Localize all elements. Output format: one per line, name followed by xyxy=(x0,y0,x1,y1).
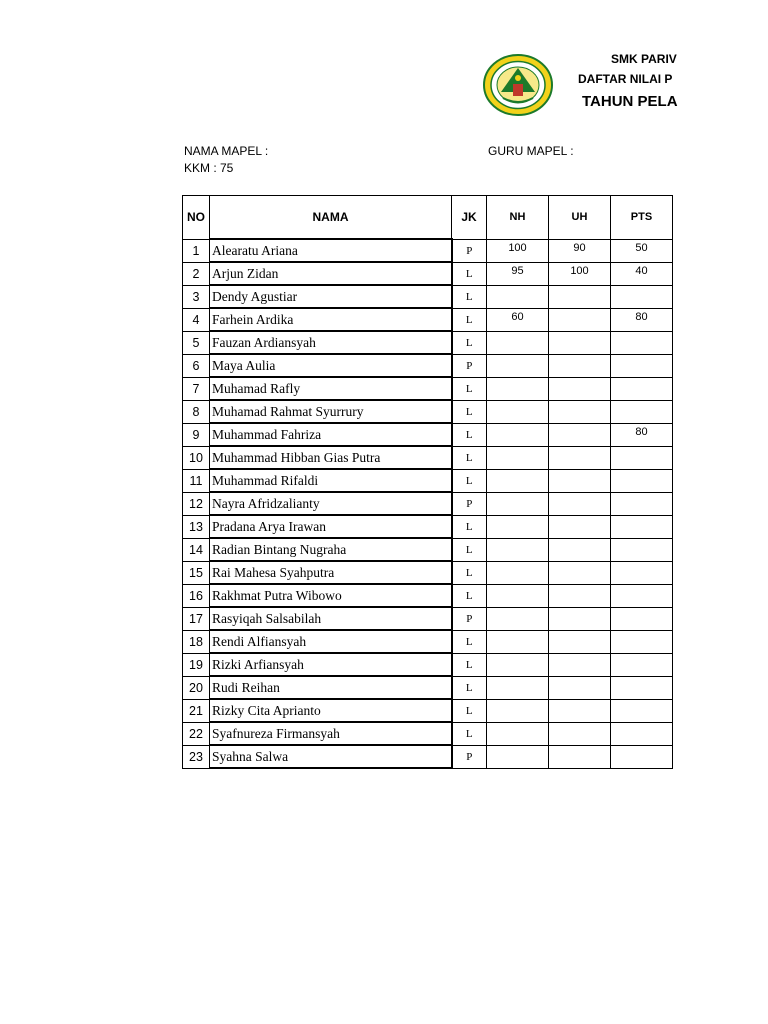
teacher-name-label: GURU MAPEL : xyxy=(488,144,574,158)
cell-uh xyxy=(549,676,611,699)
cell-jk: P xyxy=(452,354,487,377)
cell-nh xyxy=(487,423,549,446)
cell-pts xyxy=(611,699,673,722)
table-row xyxy=(183,377,673,400)
cell-uh xyxy=(549,653,611,676)
cell-uh xyxy=(549,630,611,653)
col-header-nh: NH xyxy=(487,196,549,240)
cell-nh xyxy=(487,584,549,607)
cell-no: 6 xyxy=(183,354,210,377)
col-header-no: NO xyxy=(183,196,210,240)
table-row xyxy=(183,607,673,630)
table-row xyxy=(183,423,673,446)
cell-nama: Rasyiqah Salsabilah xyxy=(210,607,452,630)
cell-nh xyxy=(487,354,549,377)
cell-no: 10 xyxy=(183,446,210,469)
cell-uh: 90 xyxy=(549,239,611,262)
cell-jk: P xyxy=(452,492,487,515)
table-row xyxy=(183,538,673,561)
cell-nh xyxy=(487,607,549,630)
table-row xyxy=(183,469,673,492)
cell-pts xyxy=(611,745,673,768)
cell-jk: L xyxy=(452,584,487,607)
cell-uh xyxy=(549,515,611,538)
cell-nh xyxy=(487,446,549,469)
cell-jk: P xyxy=(452,239,487,262)
cell-nama: Arjun Zidan xyxy=(210,262,452,285)
cell-uh xyxy=(549,722,611,745)
subject-name-label: NAMA MAPEL : xyxy=(184,144,269,158)
school-seal-logo xyxy=(483,54,553,116)
cell-pts xyxy=(611,331,673,354)
cell-nama: Maya Aulia xyxy=(210,354,452,377)
cell-nh xyxy=(487,331,549,354)
cell-nh xyxy=(487,469,549,492)
table-row xyxy=(183,584,673,607)
cell-nama: Farhein Ardika xyxy=(210,308,452,331)
cell-nama: Dendy Agustiar xyxy=(210,285,452,308)
table-row xyxy=(183,354,673,377)
cell-nama: Syafnureza Firmansyah xyxy=(210,722,452,745)
table-row xyxy=(183,331,673,354)
table-row xyxy=(183,492,673,515)
cell-pts: 80 xyxy=(611,308,673,331)
cell-pts: 50 xyxy=(611,239,673,262)
cell-nama: Rudi Reihan xyxy=(210,676,452,699)
cell-nama: Muhamad Rafly xyxy=(210,377,452,400)
table-row xyxy=(183,630,673,653)
cell-nh: 95 xyxy=(487,262,549,285)
cell-uh xyxy=(549,285,611,308)
header-school-name: SMK PARIV xyxy=(611,52,677,66)
cell-no: 15 xyxy=(183,561,210,584)
cell-uh xyxy=(549,584,611,607)
cell-nama: Nayra Afridzalianty xyxy=(210,492,452,515)
cell-nh xyxy=(487,400,549,423)
cell-nama: Muhammad Fahriza xyxy=(210,423,452,446)
cell-uh xyxy=(549,469,611,492)
cell-nama: Rendi Alfiansyah xyxy=(210,630,452,653)
cell-no: 2 xyxy=(183,262,210,285)
cell-nh xyxy=(487,699,549,722)
cell-no: 23 xyxy=(183,745,210,768)
cell-jk: L xyxy=(452,331,487,354)
table-row xyxy=(183,561,673,584)
cell-nh: 100 xyxy=(487,239,549,262)
cell-no: 13 xyxy=(183,515,210,538)
cell-nama: Rizky Cita Aprianto xyxy=(210,699,452,722)
cell-pts xyxy=(611,676,673,699)
grades-table xyxy=(182,195,673,769)
cell-pts: 40 xyxy=(611,262,673,285)
table-row xyxy=(183,699,673,722)
header-list-title: DAFTAR NILAI P xyxy=(578,72,673,86)
cell-uh xyxy=(549,492,611,515)
cell-no: 22 xyxy=(183,722,210,745)
table-row xyxy=(183,446,673,469)
cell-nh xyxy=(487,285,549,308)
cell-jk: L xyxy=(452,377,487,400)
cell-uh xyxy=(549,699,611,722)
cell-nama: Rizki Arfiansyah xyxy=(210,653,452,676)
table-row xyxy=(183,239,673,262)
cell-jk: P xyxy=(452,607,487,630)
header-academic-year: TAHUN PELA xyxy=(582,93,678,110)
cell-uh xyxy=(549,377,611,400)
cell-uh xyxy=(549,446,611,469)
col-header-jk: JK xyxy=(452,196,487,240)
cell-no: 14 xyxy=(183,538,210,561)
table-row xyxy=(183,653,673,676)
cell-pts xyxy=(611,722,673,745)
cell-pts xyxy=(611,515,673,538)
cell-nama: Pradana Arya Irawan xyxy=(210,515,452,538)
cell-jk: L xyxy=(452,308,487,331)
cell-uh xyxy=(549,308,611,331)
cell-nama: Syahna Salwa xyxy=(210,745,452,768)
cell-nh xyxy=(487,561,549,584)
table-row xyxy=(183,722,673,745)
cell-pts xyxy=(611,561,673,584)
cell-pts xyxy=(611,446,673,469)
cell-jk: L xyxy=(452,515,487,538)
kkm-label: KKM : 75 xyxy=(184,161,234,175)
cell-jk: L xyxy=(452,285,487,308)
cell-jk: L xyxy=(452,538,487,561)
cell-pts xyxy=(611,354,673,377)
cell-no: 20 xyxy=(183,676,210,699)
cell-pts xyxy=(611,492,673,515)
table-row xyxy=(183,745,673,768)
cell-nama: Muhammad Rifaldi xyxy=(210,469,452,492)
cell-pts xyxy=(611,285,673,308)
cell-no: 8 xyxy=(183,400,210,423)
cell-nh xyxy=(487,653,549,676)
cell-jk: L xyxy=(452,400,487,423)
cell-no: 3 xyxy=(183,285,210,308)
cell-nama: Alearatu Ariana xyxy=(210,239,452,262)
cell-pts xyxy=(611,607,673,630)
cell-nama: Radian Bintang Nugraha xyxy=(210,538,452,561)
cell-nh xyxy=(487,722,549,745)
cell-nh xyxy=(487,676,549,699)
cell-pts xyxy=(611,630,673,653)
cell-pts xyxy=(611,653,673,676)
cell-nh xyxy=(487,745,549,768)
cell-jk: L xyxy=(452,561,487,584)
cell-no: 19 xyxy=(183,653,210,676)
cell-nama: Fauzan Ardiansyah xyxy=(210,331,452,354)
cell-no: 7 xyxy=(183,377,210,400)
cell-jk: L xyxy=(452,676,487,699)
cell-no: 17 xyxy=(183,607,210,630)
cell-nama: Muhamad Rahmat Syurrury xyxy=(210,400,452,423)
cell-nh xyxy=(487,630,549,653)
cell-jk: L xyxy=(452,423,487,446)
cell-nh xyxy=(487,515,549,538)
table-row xyxy=(183,515,673,538)
cell-pts xyxy=(611,469,673,492)
cell-no: 11 xyxy=(183,469,210,492)
cell-jk: L xyxy=(452,699,487,722)
col-header-nama: NAMA xyxy=(210,196,452,240)
cell-pts xyxy=(611,400,673,423)
cell-uh xyxy=(549,745,611,768)
cell-jk: L xyxy=(452,262,487,285)
cell-uh xyxy=(549,538,611,561)
cell-pts: 80 xyxy=(611,423,673,446)
cell-no: 21 xyxy=(183,699,210,722)
cell-uh xyxy=(549,607,611,630)
cell-no: 4 xyxy=(183,308,210,331)
cell-no: 18 xyxy=(183,630,210,653)
table-row xyxy=(183,400,673,423)
table-header-row xyxy=(183,196,673,240)
cell-no: 12 xyxy=(183,492,210,515)
cell-no: 5 xyxy=(183,331,210,354)
cell-uh xyxy=(549,400,611,423)
col-header-uh: UH xyxy=(549,196,611,240)
table-row xyxy=(183,285,673,308)
cell-jk: L xyxy=(452,630,487,653)
cell-uh xyxy=(549,354,611,377)
cell-no: 16 xyxy=(183,584,210,607)
cell-no: 1 xyxy=(183,239,210,262)
cell-nh xyxy=(487,492,549,515)
cell-uh xyxy=(549,561,611,584)
col-header-pts: PTS xyxy=(611,196,673,240)
cell-nama: Rakhmat Putra Wibowo xyxy=(210,584,452,607)
cell-no: 9 xyxy=(183,423,210,446)
cell-nh xyxy=(487,538,549,561)
cell-nama: Muhammad Hibban Gias Putra xyxy=(210,446,452,469)
cell-pts xyxy=(611,377,673,400)
cell-uh: 100 xyxy=(549,262,611,285)
cell-jk: L xyxy=(452,722,487,745)
cell-nh: 60 xyxy=(487,308,549,331)
cell-nama: Rai Mahesa Syahputra xyxy=(210,561,452,584)
table-row xyxy=(183,676,673,699)
cell-jk: L xyxy=(452,446,487,469)
cell-nh xyxy=(487,377,549,400)
table-row xyxy=(183,308,673,331)
cell-uh xyxy=(549,423,611,446)
cell-jk: L xyxy=(452,653,487,676)
cell-jk: P xyxy=(452,745,487,768)
cell-pts xyxy=(611,584,673,607)
cell-pts xyxy=(611,538,673,561)
cell-uh xyxy=(549,331,611,354)
cell-jk: L xyxy=(452,469,487,492)
table-row xyxy=(183,262,673,285)
